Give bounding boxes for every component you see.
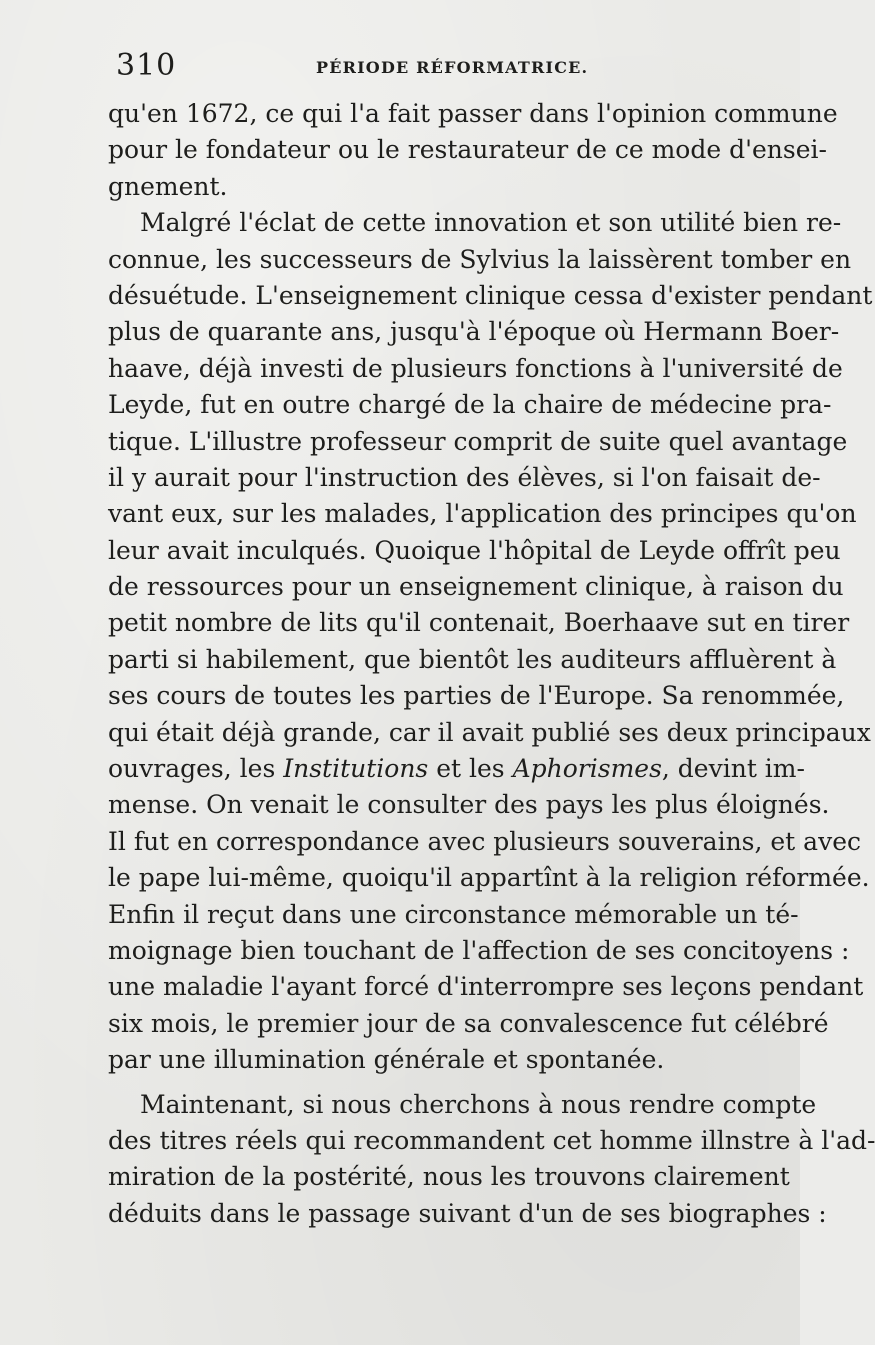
text-line: six mois, le premier jour de sa convalescence fut célébré <box>108 1008 829 1038</box>
text-line: il y aurait pour l'instruction des élèves, si l'on faisait de- <box>108 462 821 492</box>
text-line: miration de la postérité, nous les trouvons clairement <box>108 1162 790 1192</box>
text-line: pour le fondateur ou le restaurateur de ce mode d'ensei- <box>108 135 827 165</box>
text-line: le pape lui-même, quoiqu'il appartînt à la religion réformée. <box>108 863 870 893</box>
text-line: vant eux, sur les malades, l'application des principes qu'on <box>108 499 857 529</box>
text-line: leur avait inculqués. Quoique l'hôpital de Leyde offrît peu <box>108 535 841 565</box>
text-line-with-italics <box>108 751 805 787</box>
text-line: connue, les successeurs de Sylvius la laissèrent tomber en <box>108 244 852 274</box>
text-segment: et les <box>428 754 513 784</box>
text-line: déduits dans le passage suivant d'un de ses biographes : <box>108 1198 827 1228</box>
text-line: une maladie l'ayant forcé d'interrompre ses leçons pendant <box>108 972 864 1002</box>
text-line: de ressources pour un enseignement clinique, à raison du <box>108 572 844 602</box>
page-header <box>116 48 776 84</box>
text-line: moignage bien touchant de l'affection de ses concitoyens : <box>108 935 850 965</box>
text-line: tique. L'illustre professeur comprit de suite quel avantage <box>108 426 848 456</box>
text-line: ses cours de toutes les parties de l'Europe. Sa renommée, <box>108 681 845 711</box>
book-title-institutions: Institutions <box>283 754 429 784</box>
text-line: Leyde, fut en outre chargé de la chaire de médecine pra- <box>108 390 832 420</box>
book-title-aphorismes: Aphorismes <box>512 754 662 784</box>
text-line: qui était déjà grande, car il avait publié ses deux principaux <box>108 717 871 747</box>
text-line: Il fut en correspondance avec plusieurs souverains, et avec <box>108 826 862 856</box>
running-head: PÉRIODE RÉFORMATRICE. <box>316 58 589 77</box>
text-line: petit nombre de lits qu'il contenait, Boerhaave sut en tirer <box>108 608 850 638</box>
text-line: haave, déjà investi de plusieurs fonctions à l'université de <box>108 353 843 383</box>
text-line: qu'en 1672, ce qui l'a fait passer dans l'opinion commune <box>108 99 838 128</box>
text-segment: ouvrages, les <box>108 754 284 784</box>
text-line: Maintenant, si nous cherchons à nous rendre compte <box>140 1089 817 1119</box>
text-line: des titres réels qui recommandent cet homme illnstre à l'ad- <box>108 1125 875 1155</box>
text-line: par une illumination générale et spontanée. <box>108 1045 665 1075</box>
page-number: 310 <box>116 48 177 83</box>
text-segment: , devint im- <box>661 754 805 784</box>
text-line: parti si habilement, que bientôt les auditeurs affluèrent à <box>108 644 837 674</box>
body-text <box>108 96 875 1232</box>
text-line: gnement. <box>108 171 228 201</box>
text-line: mense. On venait le consulter des pays les plus éloignés. <box>108 790 830 820</box>
text-line: Malgré l'éclat de cette innovation et son utilité bien re- <box>140 208 842 238</box>
text-line: Enfin il reçut dans une circonstance mémorable un té- <box>108 899 799 929</box>
text-line: plus de quarante ans, jusqu'à l'époque où Hermann Boer- <box>108 317 840 347</box>
text-line: désuétude. L'enseignement clinique cessa d'exister pendant <box>108 280 873 310</box>
